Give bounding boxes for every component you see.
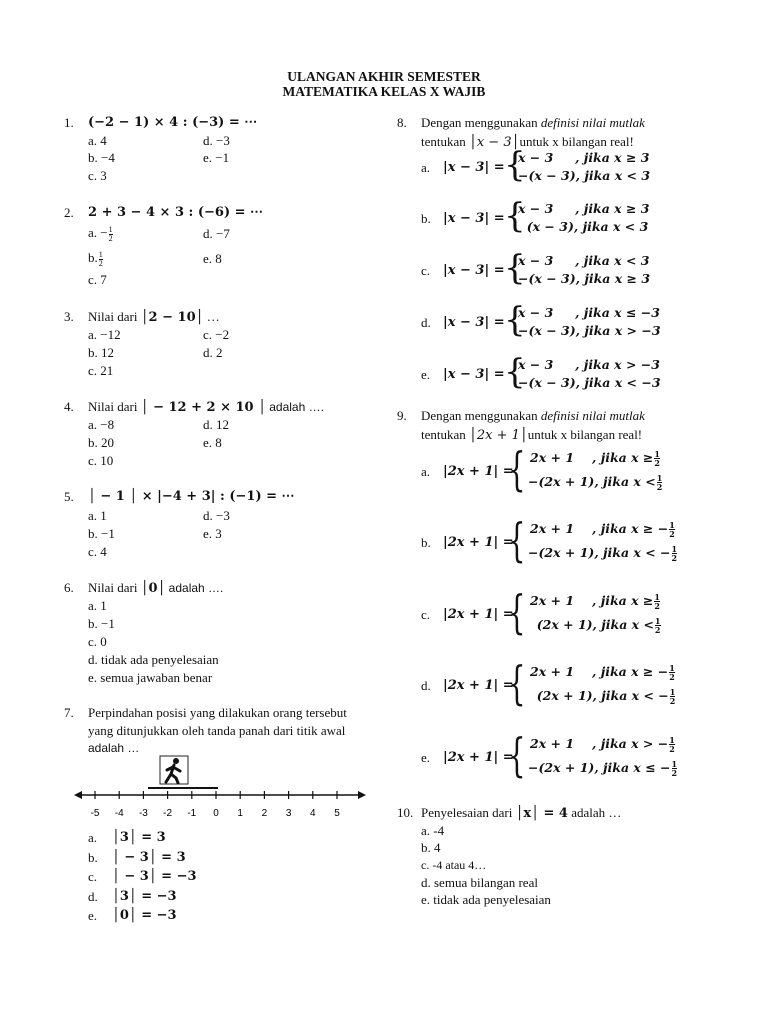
option-e[interactable]: e. semua jawaban benar: [88, 670, 213, 685]
option-d-label: d.: [88, 889, 98, 904]
option-b[interactable]: │ − 3│ = 3: [112, 850, 186, 865]
option-c[interactable]: c. 4: [88, 544, 107, 559]
case-1: x − 3 , jika x < 3: [518, 253, 650, 268]
question-line-2: tentukan │x − 3│untuk x bilangan real!: [421, 134, 634, 150]
lhs-expression: |2x + 1| =: [443, 607, 514, 622]
left-brace: {: [504, 352, 526, 392]
option-b[interactable]: b. −1: [88, 526, 115, 541]
right-arrowhead: [358, 791, 366, 799]
option-c[interactable]: c. 3: [88, 168, 107, 183]
left-brace: {: [504, 196, 526, 236]
option-label: e.: [421, 750, 431, 765]
option-b-label: b.: [88, 850, 98, 865]
tick-label: -2: [163, 808, 173, 819]
tick-label: -3: [138, 808, 148, 819]
case-1-condition: , jika x ≥ $\frac{1}{2}$: [592, 592, 660, 611]
case-2: −(2x + 1), jika x < − $\frac{1}{2}$: [528, 544, 678, 563]
fraction-half: $\frac{1}{2}$: [654, 592, 660, 611]
question-text: Penyelesaian dari │x│ = 4 adalah …: [421, 805, 622, 821]
option-label: a.: [421, 464, 431, 479]
question-number: 1.: [64, 115, 74, 130]
tick-label: 5: [334, 808, 340, 819]
tick-label: 0: [213, 808, 219, 819]
option-a[interactable]: a. −12: [88, 327, 121, 342]
lhs-expression: |x − 3| =: [443, 315, 505, 330]
left-brace: {: [508, 442, 526, 496]
case-1: x − 3 , jika x > −3: [518, 357, 660, 372]
left-brace: {: [504, 248, 526, 288]
question-line-2: yang ditunjukkan oleh tanda panah dari titik awal: [88, 723, 346, 738]
option-d[interactable]: │3│ = −3: [112, 889, 177, 904]
lhs-expression: |2x + 1| =: [443, 750, 514, 765]
case-2: −(x − 3), jika x < −3: [518, 375, 661, 390]
option-label: c.: [421, 263, 431, 278]
case-1: x − 3 , jika x ≥ 3: [518, 150, 650, 165]
case-1-expr: 2x + 1: [530, 521, 575, 536]
option-label: d.: [421, 678, 431, 693]
tick-label: 1: [237, 808, 243, 819]
lhs-expression: |2x + 1| =: [443, 464, 514, 479]
option-e[interactable]: e. 8: [203, 435, 222, 450]
option-b[interactable]: b. −1: [88, 616, 115, 631]
question-expression: 2 + 3 − 4 × 3 : (−6) = ⋯: [88, 205, 264, 220]
option-d[interactable]: d. 2: [203, 345, 223, 360]
tick-label: 4: [310, 808, 316, 819]
question-line-2: tentukan │2x + 1│untuk x bilangan real!: [421, 427, 643, 443]
case-1-expr: 2x + 1: [530, 593, 575, 608]
question-number: 4.: [64, 399, 74, 414]
question-number: 2.: [64, 205, 74, 220]
option-c[interactable]: │ − 3│ = −3: [112, 869, 197, 884]
option-e[interactable]: e. tidak ada penyelesaian: [421, 892, 551, 907]
option-c[interactable]: c. 0: [88, 634, 107, 649]
question-line-1: Dengan menggunakan definisi nilai mutlak: [421, 408, 645, 423]
tick-label: -4: [114, 808, 124, 819]
fraction-half: $\frac{1}{2}$: [669, 663, 675, 682]
option-a[interactable]: a. −8: [88, 417, 115, 432]
left-brace: {: [504, 145, 526, 185]
option-c[interactable]: c. 7: [88, 272, 107, 287]
lhs-expression: |x − 3| =: [443, 211, 505, 226]
question-number: 5.: [64, 489, 74, 504]
tick-label: -1: [187, 808, 197, 819]
option-c[interactable]: c. −2: [203, 327, 230, 342]
case-2: −(x − 3), jika x < 3: [518, 168, 651, 183]
option-e[interactable]: e. 8: [203, 251, 222, 266]
option-label: a.: [421, 160, 431, 175]
option-a[interactable]: │3│ = 3: [112, 830, 166, 845]
left-brace: {: [508, 728, 526, 782]
left-brace: {: [508, 513, 526, 567]
case-2: −(x − 3), jika x > −3: [518, 323, 661, 338]
lhs-expression: |x − 3| =: [443, 263, 505, 278]
lhs-expression: |x − 3| =: [443, 160, 505, 175]
question-line-1: Dengan menggunakan definisi nilai mutlak: [421, 115, 645, 130]
case-1: x − 3 , jika x ≥ 3: [518, 201, 650, 216]
case-2: (x − 3), jika x < 3: [518, 219, 649, 234]
option-c-label: c.: [88, 869, 98, 884]
fraction-half: $\frac{1}{2}$: [669, 520, 675, 539]
fraction-half: $\frac{1}{2}$: [654, 616, 661, 635]
option-d[interactable]: d. tidak ada penyelesaian: [88, 652, 219, 667]
option-a[interactable]: a. 1: [88, 508, 107, 523]
left-brace: {: [504, 300, 526, 340]
case-2: (2x + 1), jika x < $\frac{1}{2}$: [528, 616, 661, 635]
option-c2[interactable]: c. 21: [88, 363, 114, 378]
option-b-prefix: b.: [88, 250, 98, 265]
question-text: Nilai dari │ − 12 + 2 × 10 │ adalah ….: [88, 399, 324, 415]
fraction-half: $\frac{1}{2}$: [669, 687, 676, 706]
case-1: x − 3 , jika x ≤ −3: [518, 305, 660, 320]
tick-label: 3: [285, 808, 292, 819]
fraction-half: $\frac{1}{2}$: [669, 735, 675, 754]
exam-title: ULANGAN AKHIR SEMESTER: [287, 69, 481, 84]
option-a-prefix: a. −: [88, 225, 108, 240]
exam-subtitle: MATEMATIKA KELAS X WAJIB: [282, 84, 486, 99]
case-1-condition: , jika x ≥ − $\frac{1}{2}$: [592, 520, 675, 539]
fraction-half: $\frac{1}{2}$: [671, 759, 678, 778]
option-b[interactable]: b. 12: [88, 345, 114, 360]
case-2: −(x − 3), jika x ≥ 3: [518, 271, 651, 286]
option-a[interactable]: a. 1: [88, 598, 107, 613]
option-a[interactable]: [88, 225, 114, 243]
tick-label: 2: [261, 808, 268, 819]
case-1-expr: 2x + 1: [530, 664, 575, 679]
option-label: b.: [421, 211, 431, 226]
option-a-label: a.: [88, 830, 98, 845]
left-brace: {: [508, 585, 526, 639]
option-label: c.: [421, 607, 431, 622]
lhs-expression: |2x + 1| =: [443, 535, 514, 550]
option-e-label: e.: [88, 908, 98, 923]
option-e[interactable]: │0│ = −3: [112, 908, 177, 923]
case-1-expr: 2x + 1: [530, 450, 575, 465]
question-expression: (−2 − 1) × 4 : (−3) = ⋯: [88, 115, 258, 130]
fraction-half: $\frac{1}{2}$: [654, 449, 660, 468]
option-a[interactable]: a. -4: [421, 823, 445, 838]
case-1-condition: , jika x > − $\frac{1}{2}$: [592, 735, 675, 754]
option-c[interactable]: c. -4 atau 4…: [421, 858, 487, 872]
lhs-expression: |2x + 1| =: [443, 678, 514, 693]
question-line-1: Perpindahan posisi yang dilakukan orang tersebut: [88, 705, 347, 720]
question-text: Nilai dari │2 − 10│ …: [88, 309, 220, 325]
option-d[interactable]: d. 12: [203, 417, 229, 432]
question-line-3: adalah …: [88, 741, 140, 755]
option-b[interactable]: [88, 250, 104, 268]
tick-label: -5: [90, 808, 100, 819]
question-expression: │ − 1 │ × |−4 + 3| : (−1) = ⋯: [88, 489, 295, 504]
fraction-half: $\frac{1}{2}$: [671, 544, 678, 563]
option-b[interactable]: b. 20: [88, 435, 114, 450]
question-number: 6.: [64, 580, 74, 595]
option-d[interactable]: d. semua bilangan real: [421, 875, 538, 890]
case-2: (2x + 1), jika x < − $\frac{1}{2}$: [528, 687, 676, 706]
case-1-condition: , jika x ≥ − $\frac{1}{2}$: [592, 663, 675, 682]
option-a[interactable]: a. 4: [88, 133, 107, 148]
left-arrowhead: [74, 791, 82, 799]
case-2: −(2x + 1), jika x ≤ − $\frac{1}{2}$: [528, 759, 678, 778]
option-d[interactable]: d. −3: [203, 133, 230, 148]
number-line: [70, 752, 370, 824]
question-number: 7.: [64, 705, 74, 720]
walking-person-icon: [160, 756, 188, 784]
question-number: 10.: [397, 805, 414, 820]
left-brace: {: [508, 656, 526, 710]
question-number: 9.: [397, 408, 407, 423]
question-text: Nilai dari │0│ adalah ….: [88, 580, 224, 596]
fraction: $\frac{1}{2}$: [98, 249, 103, 268]
case-2: −(2x + 1), jika x < $\frac{1}{2}$: [528, 473, 663, 492]
option-label: b.: [421, 535, 431, 550]
fraction: $\frac{1}{2}$: [108, 224, 113, 243]
case-1-expr: 2x + 1: [530, 736, 575, 751]
lhs-expression: |x − 3| =: [443, 367, 505, 382]
case-1-condition: , jika x ≥ $\frac{1}{2}$: [592, 449, 660, 468]
option-c[interactable]: c. 10: [88, 453, 114, 468]
option-d[interactable]: d. −3: [203, 508, 230, 523]
fraction-half: $\frac{1}{2}$: [656, 473, 663, 492]
option-b[interactable]: b. 4: [421, 840, 441, 855]
option-e[interactable]: e. 3: [203, 526, 222, 541]
option-b[interactable]: b. −4: [88, 150, 115, 165]
option-e[interactable]: e. −1: [203, 150, 230, 165]
option-label: e.: [421, 367, 431, 382]
option-label: d.: [421, 315, 431, 330]
option-d[interactable]: d. −7: [203, 226, 230, 241]
question-number: 3.: [64, 309, 74, 324]
question-number: 8.: [397, 115, 407, 130]
